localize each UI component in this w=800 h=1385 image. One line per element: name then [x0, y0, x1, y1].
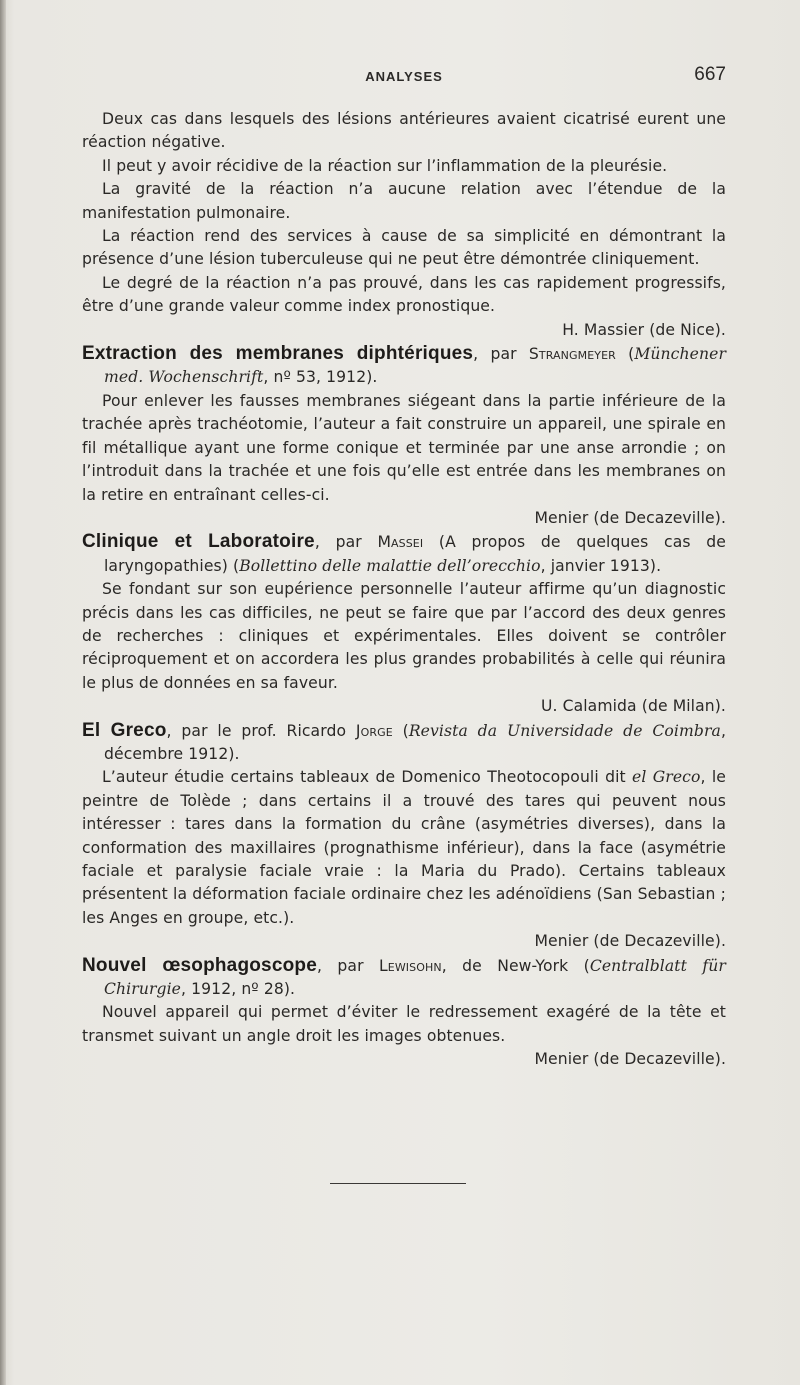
paragraph: L’auteur étudie certains tableaux de Domenico Theotocopouli dit el Greco, le peintre de Tolède ; dans certains il a trouvé des tares qui peuvent nous intéresser : tares dans la formation du crâne (asymétries diverses), dans la conformation des maxillaires (prognathisme inférieur), dans la face (asymétrie faciale et paralysie faciale vraie : la Maria du Prado). Certains tableaux présentent la déformation faciale ordinaire chez les adénoïdiens (San Sebastian ; les Anges en groupe, etc.).: [82, 768, 726, 927]
paragraph: Le degré de la réaction n’a pas prouvé, dans les cas rapidement progressifs, être d’une grande valeur comme index pronostique.: [82, 273, 726, 316]
signature: U. Calamida (de Milan).: [540, 697, 726, 716]
signature: Menier (de Decazeville).: [534, 932, 726, 951]
entry-author: Strangmeyer: [528, 345, 616, 364]
entry-heading: Extraction des membranes diphtériques, par Strangmeyer (Münchener med. Wochenschrift, nº 53, 1912).: [82, 343, 727, 387]
page-number: 667: [694, 64, 726, 85]
entry-journal: Centralblatt für Chirurgie: [104, 956, 726, 999]
entry-heading: Clinique et Laboratoire, par Massei (A propos de quelques cas de laryngopathies) (Bollettino delle malattie dell’orecchio, janvier 1913).: [82, 531, 726, 575]
paragraph: Se fondant sur son eupérience personnelle l’auteur affirme qu’un diagnostic précis dans les cas difficiles, ne peut se faire que par l’accord des deux genres de recherches : cliniques et expérimentales. Elles doivent se contrôler réciproquement et on accordera les plus grandes probabilités à celle qui réunira le plus de données en sa faveur.: [82, 580, 726, 692]
running-title: ANALYSES: [365, 69, 443, 84]
page-body: [82, 108, 726, 1072]
paragraph: Il peut y avoir récidive de la réaction sur l’inflammation de la pleurésie.: [102, 156, 668, 175]
paragraph: Pour enlever les fausses membranes siégeant dans la partie inférieure de la trachée après trachéotomie, l’auteur a fait construire un appareil, une spirale en fil métallique ayant une forme conique et terminée par une anse arrondie ; on l’introduit dans la trachée et une fois qu’elle est entrée dans les membranes on la retire en entraînant celles-ci.: [82, 391, 726, 504]
entry-journal: Revista da Universidade de Coimbra: [408, 721, 721, 740]
entry-heading: El Greco, par le prof. Ricardo Jorge (Revista da Universidade de Coimbra, décembre 1912).: [82, 719, 726, 763]
signature: Menier (de Decazeville).: [534, 508, 726, 527]
paragraph: La réaction rend des services à cause de sa simplicité en démontrant la présence d’une lésion tuberculeuse qui ne peut être démontrée cliniquement.: [82, 227, 726, 269]
page-header: [82, 64, 726, 88]
entry-journal: Bollettino delle malattie dell’orecchio: [239, 556, 541, 575]
entry-heading: Nouvel œsophagoscope, par Lewisohn, de New-York (Centralblatt für Chirurgie, 1912, nº 28).: [82, 954, 726, 999]
signature: Menier (de Decazeville).: [534, 1050, 726, 1069]
entry-title: Nouvel œsophagoscope: [82, 954, 317, 976]
entry-author: Lewisohn: [378, 956, 442, 975]
entry-journal: Münchener med. Wochenschrift: [104, 345, 727, 387]
page-edge-shadow: [0, 0, 6, 1385]
entry-author: Massei: [377, 533, 424, 552]
entry-author: Jorge: [355, 721, 393, 740]
signature: H. Massier (de Nice).: [562, 320, 726, 339]
paragraph: Nouvel appareil qui permet d’éviter le redressement exagéré de la tête et transmet suivant un angle droit les images obtenues.: [82, 1003, 726, 1045]
section-divider: [330, 1183, 466, 1184]
entry-title: Extraction des membranes diphtériques: [82, 343, 474, 365]
entry-title: El Greco: [82, 719, 167, 741]
entry-title: Clinique et Laboratoire: [82, 531, 315, 553]
paragraph: Deux cas dans lesquels des lésions antérieures avaient cicatrisé eurent une réaction négative.: [82, 110, 726, 152]
paragraph: La gravité de la réaction n’a aucune relation avec l’étendue de la manifestation pulmonaire.: [82, 180, 726, 222]
italic-name: el Greco: [632, 768, 701, 787]
